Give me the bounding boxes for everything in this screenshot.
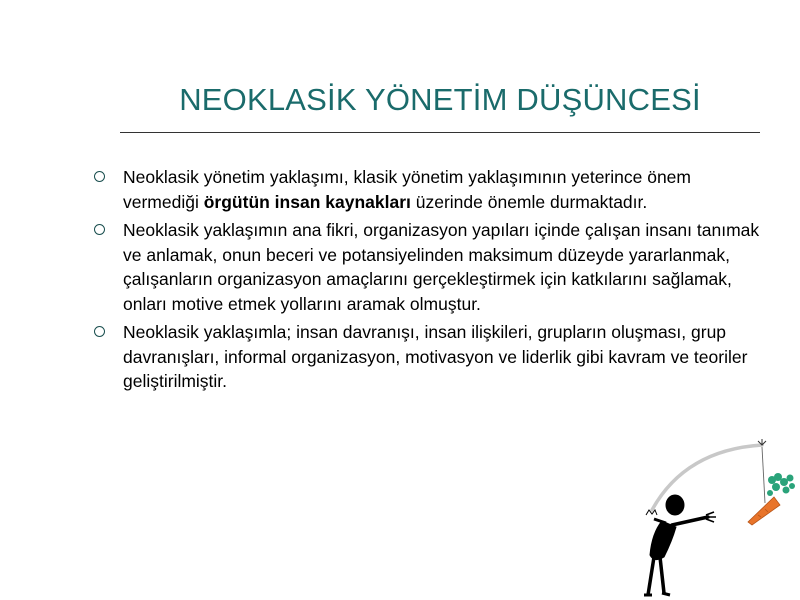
bullet-item-3 xyxy=(92,320,760,394)
bullet-circle-icon xyxy=(94,224,105,235)
bullet-circle-icon xyxy=(94,171,105,182)
bullet-1-text-end: üzerinde önemle durmaktadır. xyxy=(410,191,648,212)
bullet-item-2 xyxy=(92,218,760,316)
bullet-2-text: Neoklasik yaklaşımın ana fikri, organizasyon yapıları içinde çalışan insanı tanımak ve anlamak, onun beceri ve potansiyelinden maksimum düzeyde yararlanmak, çalışanların organizasyon amaçlarını gerçekleştirmek için katkılarını sağlamak, onları motive etmek yollarını aramak olmuştur. xyxy=(123,220,760,314)
stick-figure xyxy=(644,495,716,595)
stick-figure-with-carrot-on-stick-icon xyxy=(600,425,800,600)
slide-title: NEOKLASİK YÖNETİM DÜŞÜNCESİ xyxy=(179,82,701,117)
carrot-body xyxy=(748,497,780,525)
carrot-string xyxy=(762,447,765,503)
carrot-leaves xyxy=(767,473,795,496)
bullet-1-emphasis: örgütün insan kaynakları xyxy=(203,191,411,212)
bullet-circle-icon xyxy=(94,326,105,337)
bullet-item-1 xyxy=(92,165,760,214)
bullet-3-text: Neoklasik yaklaşımla; insan davranışı, insan ilişkileri, grupların oluşması, grup davranışları, informal organizasyon, motivasyon ve liderlik gibi kavram ve teoriler geliştirilmiştir. xyxy=(123,322,748,391)
title-divider xyxy=(120,132,760,133)
bullet-list xyxy=(92,165,760,398)
bullet-1-text-start: Neoklasik yönetim yaklaşımı, klasik yönetim yaklaşımının yeterince önem vermediği xyxy=(123,167,691,212)
